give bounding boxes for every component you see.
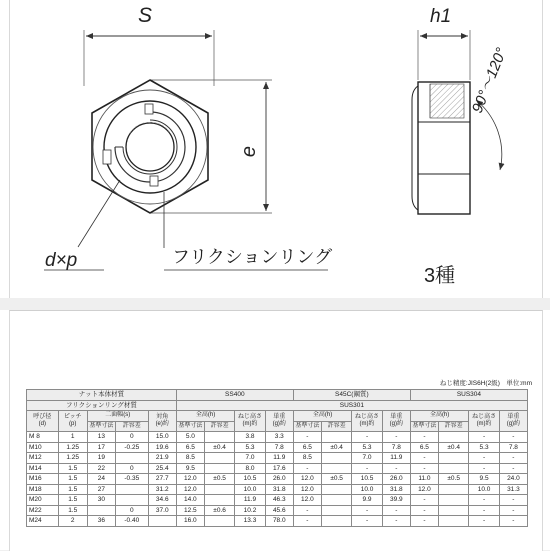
cell-h1-tol: ±0.4	[204, 442, 234, 453]
cell-m1: 13.3	[235, 516, 265, 527]
cell-m1: 8.0	[235, 463, 265, 474]
col-m-ss400-unit: (m)約	[242, 421, 258, 427]
cell-h2-tol	[321, 453, 351, 464]
table-row	[27, 463, 528, 474]
cell-m1: 3.8	[235, 432, 265, 443]
col-w-s45c-unit: (g)約	[389, 421, 403, 427]
col-m-ss400	[235, 411, 265, 432]
cell-m2: 7.0	[352, 453, 382, 464]
cell-m2: 5.3	[352, 442, 382, 453]
cell-m1: 5.3	[235, 442, 265, 453]
cell-s: 17	[87, 442, 115, 453]
col-s: 二面幅(s)	[87, 411, 148, 422]
cell-h2-tol: ±0.4	[321, 442, 351, 453]
cell-s: 36	[87, 516, 115, 527]
cell-h3-tol	[438, 516, 468, 527]
cell-size: M16	[27, 474, 59, 485]
dimension-h1-label: h1	[430, 6, 452, 27]
cell-h3-tol	[438, 505, 468, 516]
col-h-sus304: 全高(h)	[410, 411, 469, 422]
col-h-ss400-tol: 許容差	[204, 421, 234, 432]
col-w-ss400-title: 単重	[273, 413, 286, 420]
table-row	[27, 516, 528, 527]
cell-w3: -	[499, 463, 527, 474]
col-h-ss400: 全高(h)	[176, 411, 235, 422]
cell-size: M24	[27, 516, 59, 527]
cell-h1-tol	[204, 516, 234, 527]
cell-h3-tol: ±0.5	[438, 474, 468, 485]
cell-s-tol: -0.35	[115, 474, 148, 485]
sus304-header: SUS304	[410, 390, 527, 401]
col-m-ss400-title: ねじ高さ	[238, 413, 263, 420]
cell-w2: -	[382, 516, 410, 527]
ring-material-header: フリクションリング材質	[27, 400, 177, 411]
cell-h1-tol: ±0.5	[204, 474, 234, 485]
cell-h2-tol	[321, 484, 351, 495]
table-row	[27, 495, 528, 506]
cell-pitch: 1.5	[58, 505, 87, 516]
cell-h1: 8.5	[176, 453, 204, 464]
cell-w2: 26.0	[382, 474, 410, 485]
cell-w2: -	[382, 463, 410, 474]
table-row	[27, 442, 528, 453]
cell-e: 34.6	[148, 495, 176, 506]
col-w-sus304-unit: (g)約	[506, 421, 521, 427]
col-d-label: (d)	[38, 421, 46, 427]
type-label: 3種	[424, 265, 456, 287]
cell-s-tol: -0.40	[115, 516, 148, 527]
cell-m3: -	[469, 463, 499, 474]
header-row-nut-material	[27, 390, 528, 401]
cell-h2: -	[293, 432, 321, 443]
cell-s: 19	[87, 453, 115, 464]
cell-e: 21.9	[148, 453, 176, 464]
cell-w3: 7.8	[499, 442, 527, 453]
col-pitch	[58, 411, 87, 432]
cell-h1: 14.0	[176, 495, 204, 506]
cell-size: M 8	[27, 432, 59, 443]
cell-size: M14	[27, 463, 59, 474]
col-h-ss400-basic: 基準寸法	[176, 421, 204, 432]
cell-h1-tol	[204, 495, 234, 506]
cell-size: M18	[27, 484, 59, 495]
cell-h1: 12.0	[176, 474, 204, 485]
cell-h1-tol: ±0.6	[204, 505, 234, 516]
cell-h3-tol	[438, 484, 468, 495]
cell-s-tol	[115, 495, 148, 506]
cell-w1: 7.8	[265, 442, 293, 453]
cell-h2-tol	[321, 432, 351, 443]
s45c-header: S45C(鋼質)	[293, 390, 410, 401]
cell-w1: 45.6	[265, 505, 293, 516]
cell-e: 25.4	[148, 463, 176, 474]
header-row-ring-material	[27, 400, 528, 411]
cell-pitch: 1.5	[58, 484, 87, 495]
cell-h1: 9.5	[176, 463, 204, 474]
cell-pitch: 1.5	[58, 474, 87, 485]
cell-h2: -	[293, 516, 321, 527]
cell-h3-tol: ±0.4	[438, 442, 468, 453]
cell-w3: -	[499, 505, 527, 516]
cell-m1: 10.5	[235, 474, 265, 485]
cell-h1-tol	[204, 453, 234, 464]
cell-s-tol	[115, 484, 148, 495]
cell-s: 13	[87, 432, 115, 443]
cell-w1: 3.3	[265, 432, 293, 443]
cell-h3: -	[410, 505, 438, 516]
table-row	[27, 474, 528, 485]
cell-h1: 12.5	[176, 505, 204, 516]
cell-s	[87, 505, 115, 516]
cell-m3: -	[469, 495, 499, 506]
cell-e: 15.0	[148, 432, 176, 443]
cell-size: M22	[27, 505, 59, 516]
angle-label: 90°～120°	[468, 45, 511, 116]
cell-s: 27	[87, 484, 115, 495]
cell-m3: -	[469, 516, 499, 527]
table-row	[27, 453, 528, 464]
cell-w1: 26.0	[265, 474, 293, 485]
col-m-sus304-unit: (m)約	[476, 421, 492, 427]
cell-e: 37.0	[148, 505, 176, 516]
dimension-s	[84, 30, 214, 86]
col-nominal-label: 呼び径	[33, 413, 52, 420]
cell-s: 30	[87, 495, 115, 506]
cell-e	[148, 516, 176, 527]
cell-h3: -	[410, 432, 438, 443]
spec-table	[26, 389, 528, 527]
cell-w3: 31.3	[499, 484, 527, 495]
col-pitch-label: ピッチ	[63, 413, 82, 420]
cell-w3: -	[499, 495, 527, 506]
cell-m2: 10.0	[352, 484, 382, 495]
col-e	[148, 411, 176, 432]
friction-ring-label: フリクションリング	[172, 247, 333, 267]
cell-w2: -	[382, 505, 410, 516]
cell-h3: 12.0	[410, 484, 438, 495]
cell-m2: -	[352, 432, 382, 443]
cell-m2: 9.9	[352, 495, 382, 506]
cell-w1: 31.8	[265, 484, 293, 495]
cell-size: M12	[27, 453, 59, 464]
cell-m2: -	[352, 463, 382, 474]
table-row	[27, 432, 528, 443]
col-h-s45c-basic: 基準寸法	[293, 421, 321, 432]
spec-table-body	[27, 390, 528, 527]
header-row-columns	[27, 411, 528, 422]
hex-nut-front-view	[92, 80, 208, 213]
col-h-s45c: 全高(h)	[293, 411, 352, 422]
cell-h1: 12.0	[176, 484, 204, 495]
cell-w3: 24.0	[499, 474, 527, 485]
col-w-s45c-title: 単重	[390, 413, 403, 420]
cell-s-tol: 0	[115, 432, 148, 443]
cell-h3-tol	[438, 463, 468, 474]
cell-h1: 16.0	[176, 516, 204, 527]
col-w-s45c	[382, 411, 410, 432]
dimension-s-label: S	[138, 4, 153, 27]
cell-h2: 12.0	[293, 495, 321, 506]
col-m-s45c	[352, 411, 382, 432]
cell-h3-tol	[438, 453, 468, 464]
cell-h3: -	[410, 453, 438, 464]
cell-size: M10	[27, 442, 59, 453]
cell-pitch: 2	[58, 516, 87, 527]
col-h-s45c-tol: 許容差	[321, 421, 351, 432]
cell-w3: -	[499, 432, 527, 443]
cell-m1: 10.0	[235, 484, 265, 495]
col-w-ss400-unit: (g)約	[272, 421, 286, 427]
ss400-header: SS400	[176, 390, 293, 401]
col-s-tol: 許容差	[115, 421, 148, 432]
cell-m3: 5.3	[469, 442, 499, 453]
col-s-basic: 基準寸法	[87, 421, 115, 432]
nut-material-header: ナット本体材質	[27, 390, 177, 401]
cell-h3: 6.5	[410, 442, 438, 453]
sus301-header: SUS301	[176, 400, 527, 411]
cell-pitch: 1	[58, 432, 87, 443]
cell-h1-tol	[204, 463, 234, 474]
cell-pitch: 1.5	[58, 495, 87, 506]
cell-w1: 78.0	[265, 516, 293, 527]
cell-s: 24	[87, 474, 115, 485]
cell-h2-tol	[321, 495, 351, 506]
cell-size: M20	[27, 495, 59, 506]
cell-h1-tol	[204, 432, 234, 443]
cell-m3: -	[469, 453, 499, 464]
cell-h2: 12.0	[293, 474, 321, 485]
cell-m2: -	[352, 505, 382, 516]
cell-h3-tol	[438, 432, 468, 443]
col-m-s45c-title: ねじ高さ	[355, 413, 380, 420]
col-h-sus304-basic: 基準寸法	[410, 421, 438, 432]
dimension-e-label: e	[238, 145, 261, 158]
table-row	[27, 484, 528, 495]
cell-w2: 11.9	[382, 453, 410, 464]
cell-w2: 31.8	[382, 484, 410, 495]
cell-pitch: 1.25	[58, 453, 87, 464]
cell-m1: 7.0	[235, 453, 265, 464]
cell-h2: -	[293, 463, 321, 474]
cell-m3: -	[469, 432, 499, 443]
cell-h3-tol	[438, 495, 468, 506]
cell-pitch: 1.5	[58, 463, 87, 474]
col-m-sus304-title: ねじ高さ	[472, 413, 497, 420]
col-h-sus304-tol: 許容差	[438, 421, 468, 432]
cell-h2-tol: ±0.5	[321, 474, 351, 485]
col-m-s45c-unit: (m)約	[359, 421, 375, 427]
cell-w3: -	[499, 453, 527, 464]
cell-s-tol: -0.25	[115, 442, 148, 453]
cell-h2-tol	[321, 505, 351, 516]
cell-h3: -	[410, 495, 438, 506]
cell-m1: 10.2	[235, 505, 265, 516]
cell-w1: 17.6	[265, 463, 293, 474]
cell-h1-tol	[204, 484, 234, 495]
cell-h1: 6.5	[176, 442, 204, 453]
cell-h2-tol	[321, 516, 351, 527]
col-m-sus304	[469, 411, 499, 432]
col-w-ss400	[265, 411, 293, 432]
cell-w2: 7.8	[382, 442, 410, 453]
cell-m2: 10.5	[352, 474, 382, 485]
cell-h3: -	[410, 516, 438, 527]
cell-m3: -	[469, 505, 499, 516]
cell-h2: 12.0	[293, 484, 321, 495]
cell-pitch: 1.25	[58, 442, 87, 453]
col-nominal	[27, 411, 59, 432]
cell-s-tol	[115, 453, 148, 464]
cell-h2-tol	[321, 463, 351, 474]
cell-w3: -	[499, 516, 527, 527]
cell-e: 19.6	[148, 442, 176, 453]
cell-h1: 5.0	[176, 432, 204, 443]
cell-w2: 39.9	[382, 495, 410, 506]
cell-h2: 6.5	[293, 442, 321, 453]
col-w-sus304	[499, 411, 527, 432]
cell-s-tol: 0	[115, 463, 148, 474]
col-e-title: 対角	[156, 413, 169, 420]
thread-label: d×p	[45, 250, 78, 271]
col-w-sus304-title: 単重	[507, 413, 520, 420]
table-row	[27, 505, 528, 516]
cell-m3: 9.5	[469, 474, 499, 485]
cell-m3: 10.0	[469, 484, 499, 495]
cell-m1: 11.9	[235, 495, 265, 506]
cell-h3: -	[410, 463, 438, 474]
cell-e: 31.2	[148, 484, 176, 495]
cell-w2: -	[382, 432, 410, 443]
cell-s: 22	[87, 463, 115, 474]
cell-m2: -	[352, 516, 382, 527]
table-note: ねじ精度:JIS6H(2級) 単位:mm	[439, 380, 532, 387]
col-p-label: (p)	[69, 421, 77, 427]
col-e-unit: (e)約	[155, 421, 169, 427]
cell-w1: 11.9	[265, 453, 293, 464]
cell-e: 27.7	[148, 474, 176, 485]
cell-h2: 8.5	[293, 453, 321, 464]
cell-h3: 11.0	[410, 474, 438, 485]
cell-w1: 46.3	[265, 495, 293, 506]
cell-h2: -	[293, 505, 321, 516]
cell-s-tol: 0	[115, 505, 148, 516]
